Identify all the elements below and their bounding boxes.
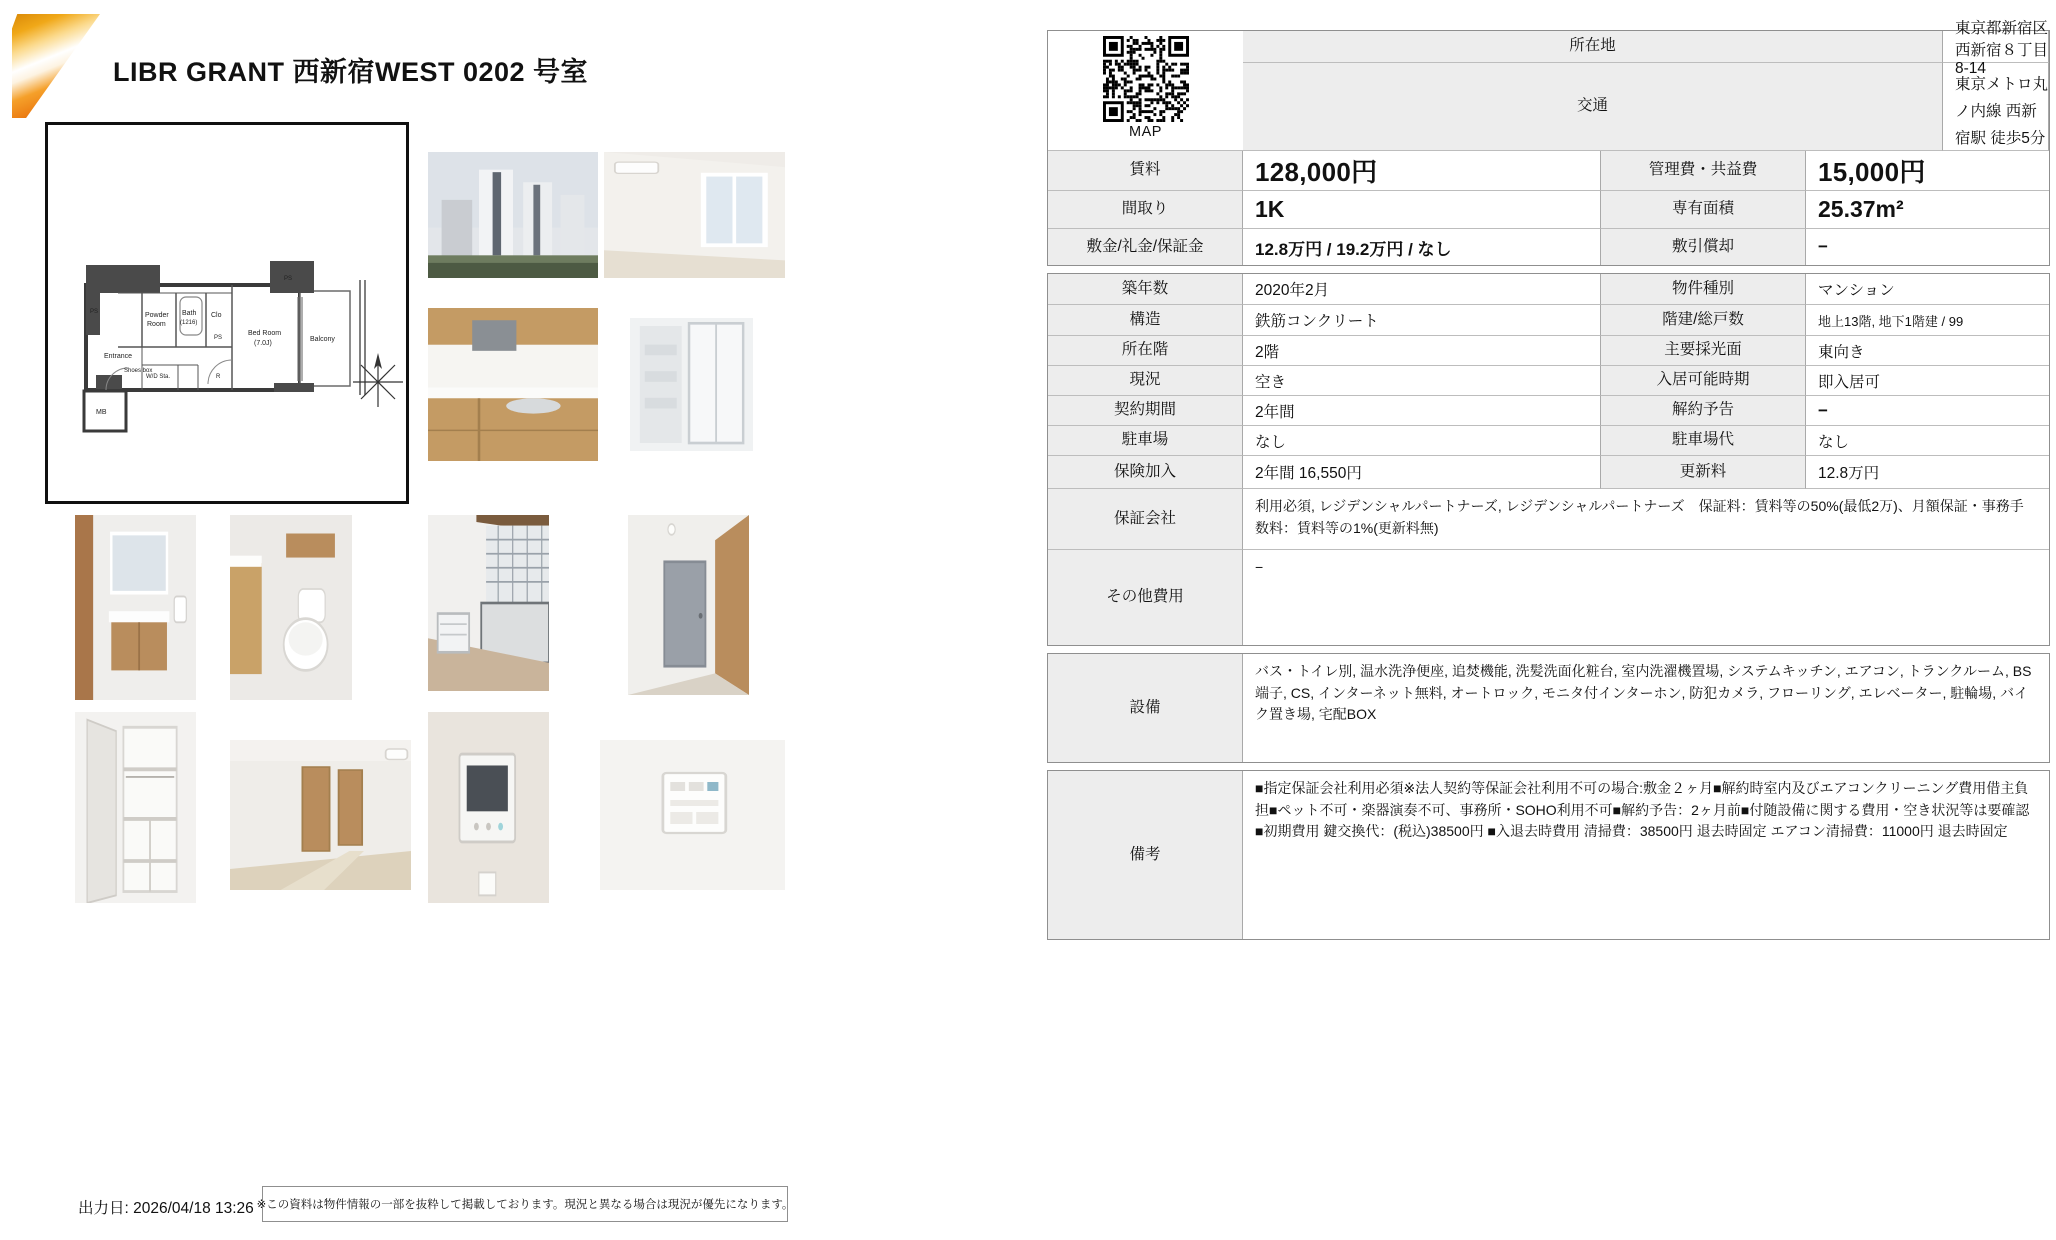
photo-intercom-monitor bbox=[428, 712, 549, 903]
photo-wall-control-panel bbox=[600, 740, 785, 890]
access-line-1: 東京メトロ丸ノ内線 西新宿駅 徒歩5分 bbox=[1955, 76, 2049, 148]
disclaimer-box bbox=[256, 1186, 794, 1222]
field-status-label: 現況 bbox=[1048, 366, 1243, 396]
field-remarks-label: 備考 bbox=[1048, 771, 1243, 939]
map-label: MAP bbox=[1129, 124, 1162, 140]
photo-room-doors-illustration bbox=[230, 740, 411, 890]
floorplan-label-bedroom: Bed Room bbox=[248, 330, 282, 337]
field-status-value: 空き bbox=[1243, 366, 1601, 396]
photo-toilet bbox=[230, 515, 352, 700]
field-area-label: 専有面積 bbox=[1601, 191, 1806, 229]
floorplan-label-bath: Bath bbox=[182, 310, 197, 317]
page-title: LIBR GRANT 西新宿WEST 0202 号室 bbox=[113, 57, 589, 87]
floorplan-label-powder2: Room bbox=[147, 321, 166, 328]
floorplan-label-ps3: PS bbox=[284, 276, 293, 282]
floorplan-drawing bbox=[48, 125, 406, 501]
field-contract-label: 契約期間 bbox=[1048, 396, 1243, 426]
photo-kitchen bbox=[428, 308, 598, 461]
field-built-value: 2020年2月 bbox=[1243, 274, 1601, 305]
field-notice-value: − bbox=[1806, 396, 2049, 426]
field-insurance-value: 2年間 16,550円 bbox=[1243, 456, 1601, 489]
photo-bathroom-illustration bbox=[630, 318, 753, 451]
field-parking-value: なし bbox=[1243, 426, 1601, 456]
floorplan-label-shoes: Shoes box bbox=[124, 368, 153, 374]
table-section-remarks bbox=[1047, 770, 2050, 940]
floorplan-label-r: R bbox=[216, 374, 221, 380]
field-floor-label: 所在階 bbox=[1048, 336, 1243, 366]
floorplan-label-ps2: PS bbox=[214, 335, 223, 341]
field-amortization-value: − bbox=[1806, 229, 2049, 265]
field-guarantor-label: 保証会社 bbox=[1048, 489, 1243, 550]
field-amortization-label: 敷引償却 bbox=[1601, 229, 1806, 265]
field-renewal-fee-value: 12.8万円 bbox=[1806, 456, 2049, 489]
property-table bbox=[1047, 19, 2050, 947]
map-qr-block[interactable] bbox=[1048, 31, 1243, 151]
field-floors-label: 階建/総戸数 bbox=[1601, 305, 1806, 336]
field-deposit-value: 12.8万円 / 19.2万円 / なし bbox=[1243, 229, 1601, 265]
floorplan-label-bath-size: (1216) bbox=[180, 320, 198, 326]
floorplan-label-entrance: Entrance bbox=[104, 353, 133, 360]
field-facing-value: 東向き bbox=[1806, 336, 2049, 366]
table-section-overview bbox=[1047, 19, 2050, 266]
field-other-fees-label: その他費用 bbox=[1048, 550, 1243, 645]
photo-washbasin-illustration bbox=[75, 515, 196, 700]
field-insurance-label: 保険加入 bbox=[1048, 456, 1243, 489]
photo-intercom-illustration bbox=[428, 712, 549, 903]
photo-hallway bbox=[628, 515, 749, 695]
company-logo bbox=[12, 14, 100, 118]
floorplan-label-powder1: Powder bbox=[145, 312, 169, 319]
field-built-label: 築年数 bbox=[1048, 274, 1243, 305]
field-parking-label: 駐車場 bbox=[1048, 426, 1243, 456]
photo-building-exterior-illustration bbox=[428, 152, 598, 278]
field-mgmt-fee-value: 15,000円 bbox=[1806, 151, 2049, 191]
floorplan-label-bedroom-size: (7.0J) bbox=[254, 340, 272, 347]
field-move-in-value: 即入居可 bbox=[1806, 366, 2049, 396]
photo-wall-panel-illustration bbox=[600, 740, 785, 890]
field-rent-value: 128,000円 bbox=[1243, 151, 1601, 191]
field-floor-value: 2階 bbox=[1243, 336, 1601, 366]
photo-toilet-illustration bbox=[230, 515, 352, 700]
disclaimer-text: ※この資料は物件情報の一部を抜粋して掲載しております。現況と異なる場合は現況が優先になります。 bbox=[256, 1199, 794, 1211]
table-section-details bbox=[1047, 273, 2050, 646]
field-other-fees-value: − bbox=[1243, 550, 2049, 645]
floorplan-label-balcony: Balcony bbox=[310, 336, 335, 343]
field-rent-label: 賃料 bbox=[1048, 151, 1243, 191]
field-location-label: 所在地 bbox=[1243, 31, 1943, 63]
photo-closet-illustration bbox=[75, 712, 196, 903]
field-facing-label: 主要採光面 bbox=[1601, 336, 1806, 366]
photo-bathroom bbox=[630, 318, 753, 451]
floorplan-label-mb: MB bbox=[96, 409, 107, 416]
photo-washbasin bbox=[75, 515, 196, 700]
photo-balcony bbox=[428, 515, 549, 691]
field-equipment-value: バス・トイレ別, 温水洗浄便座, 追焚機能, 洗髪洗面化粧台, 室内洗濯機置場, システムキッチン, エアコン, トランクルーム, BS端子, CS, インターネット無料, オートロック, モニタ付インターホン, 防犯カメラ, フローリング, エレベーター, 駐輪場, バイク置き場, 宅配BOX bbox=[1243, 654, 2049, 762]
field-type-label: 物件種別 bbox=[1601, 274, 1806, 305]
field-deposit-label: 敷金/礼金/保証金 bbox=[1048, 229, 1243, 265]
floorplan-label-ps: PS bbox=[90, 309, 99, 315]
photo-balcony-illustration bbox=[428, 515, 549, 691]
field-parking-fee-value: なし bbox=[1806, 426, 2049, 456]
field-contract-value: 2年間 bbox=[1243, 396, 1601, 426]
map-qr-code bbox=[1103, 36, 1189, 122]
field-access-value bbox=[1943, 63, 2049, 151]
field-access-label: 交通 bbox=[1243, 63, 1943, 151]
field-structure-value: 鉄筋コンクリート bbox=[1243, 305, 1601, 336]
field-remarks-value: ■指定保証会社利用必須※法人契約等保証会社利用不可の場合:敷金２ヶ月■解約時室内及びエアコンクリーニング費用借主負担■ペット不可・楽器演奏不可、事務所・SOHO利用不可■解約予告：2ヶ月前■付随設備に関する費用・空き状況等は要確認 ■初期費用 鍵交換代：(税込)38500円 ■入退去時費用 清掃費：38500円 退去時固定 エアコン清掃費：11000円 退去時固定 bbox=[1243, 771, 2049, 939]
field-area-value: 25.37m² bbox=[1806, 191, 2049, 229]
field-parking-fee-label: 駐車場代 bbox=[1601, 426, 1806, 456]
floorplan-label-wd: W/D Sta. bbox=[146, 374, 171, 380]
field-renewal-fee-label: 更新料 bbox=[1601, 456, 1806, 489]
field-location-value: 東京都新宿区西新宿８丁目8-14 bbox=[1943, 31, 2049, 63]
field-floors-value: 地上13階, 地下1階建 / 99 bbox=[1806, 305, 2049, 336]
photo-building-exterior bbox=[428, 152, 598, 278]
field-notice-label: 解約予告 bbox=[1601, 396, 1806, 426]
output-date: 出力日: 2026/04/18 13:26 bbox=[78, 1200, 254, 1217]
field-layout-value: 1K bbox=[1243, 191, 1601, 229]
photo-hallway-illustration bbox=[628, 515, 749, 695]
photo-kitchen-illustration bbox=[428, 308, 598, 461]
photo-bedroom-illustration bbox=[604, 152, 785, 278]
floorplan-label-clo: Clo bbox=[211, 312, 222, 319]
photo-closet bbox=[75, 712, 196, 903]
field-mgmt-fee-label: 管理費・共益費 bbox=[1601, 151, 1806, 191]
photo-room-doors bbox=[230, 740, 411, 890]
field-type-value: マンション bbox=[1806, 274, 2049, 305]
photo-bedroom bbox=[604, 152, 785, 278]
table-section-equipment bbox=[1047, 653, 2050, 763]
floorplan-image bbox=[45, 122, 409, 504]
field-equipment-label: 設備 bbox=[1048, 654, 1243, 762]
field-move-in-label: 入居可能時期 bbox=[1601, 366, 1806, 396]
field-structure-label: 構造 bbox=[1048, 305, 1243, 336]
field-guarantor-value: 利用必須, レジデンシャルパートナーズ, レジデンシャルパートナーズ 保証料：賃料等の50%(最低2万)、月額保証・事務手数料：賃料等の1%(更新料無) bbox=[1243, 489, 2049, 550]
field-layout-label: 間取り bbox=[1048, 191, 1243, 229]
